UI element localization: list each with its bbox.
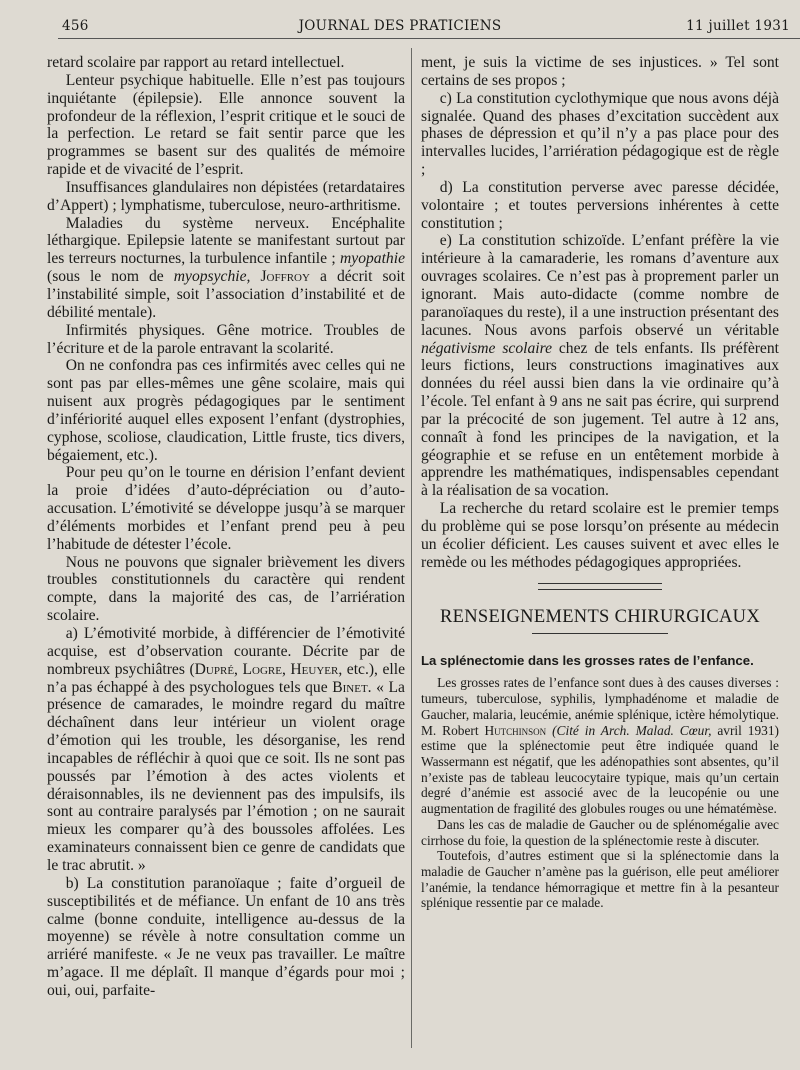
author-name: Logre	[242, 660, 282, 678]
citation: (Cité in Arch. Malad. Cœur,	[552, 722, 712, 738]
right-column	[421, 54, 779, 911]
paragraph: On ne confondra pas ces infirmités avec celles qui ne sont pas par elles-mêmes une gêne scolaire, mais qui nuisent aux progrès pédagogiques par le sentiment d’infériorité auquel elles exposent l’enfant (dystrophies, cyphose, scoliose, claudication, Little fruste, tics divers, bégaiement, etc.).	[47, 357, 405, 464]
paragraph: e) La constitution schizoïde. L’enfant préfère la vie intérieure à la camaraderie, les romans d’aventure aux ouvrages scolaires. Ce n’est pas à proprement parler un ignorant. Mais auto-didacte (comme nombre de paranoïaques du reste), il a une instruction présentant des lacunes. Nous avons parfois observé un véritable négativisme scolaire chez de tels enfants. Ils préfèrent leurs fictions, leurs constructions imaginatives aux données du réel aussi bien dans la vie ordinaire qu’à l’école. Tel enfant à 9 ans ne sait pas écrire, qui surprend par la précocité de son jugement. Tel autre à 12 ans, connaît à fond les principes de la navigation, et la géographie et se refuse en un entêtement morbide à apprendre les mathématiques, indispensables cependant à la réalisation de sa vocation.	[421, 232, 779, 500]
paragraph: Dans les cas de maladie de Gaucher ou de splénomégalie avec cirrhose du foie, la question de la splénectomie reste à discuter.	[421, 816, 779, 848]
article-subtitle: La splénectomie dans les grosses rates de l’enfance.	[421, 653, 754, 669]
journal-title: JOURNAL DES PRATICIENS	[298, 18, 502, 34]
paragraph: Maladies du système nerveux. Encéphalite léthargique. Epilepsie latente se manifestant surtout par les terreurs nocturnes, la turbulence infantile ; myopathie (sous le nom de myopsychie, Joffroy a décrit soit l’instabilité simple, soit l’association d’instabilité et de débilité mentale).	[47, 214, 405, 321]
author-name: Binet	[332, 678, 368, 696]
page-header	[0, 12, 800, 46]
paragraph: Infirmités physiques. Gêne motrice. Troubles de l’écriture et de la parole entravant la scolarité.	[47, 321, 405, 357]
paragraph: ment, je suis la victime de ses injustices. » Tel sont certains de ses propos ;	[421, 54, 779, 89]
paragraph: c) La constitution cyclothymique que nous avons déjà signalée. Quand des phases d’excitation succèdent aux phases de dépression et qu’il n’y a pas place pour des intervalles lucides, l’arriération pédagogique est de règle ;	[421, 89, 779, 179]
italic-term: myopathie	[340, 250, 405, 268]
column-divider	[411, 48, 412, 1048]
paragraph: Les grosses rates de l’enfance sont dues à des causes diverses : tumeurs, tuberculose, syphilis, lymphadénome et maladie de Gaucher, malaria, leucémie, anémie splénique, ictère hémolytique. M. Robert Hutchinson (Cité in Arch. Malad. Cœur, avril 1931) estime que la splénectomie peut être indiquée quand le Wassermann est négatif, que les adénopathies sont absentes, qu’il n’existe pas de tableau leucocytaire typique, mais qu’un certain degré d’anémie est associé avec de la leucopénie ou une augmentation de fragilité des globules rouges ou une hématémèse.	[421, 675, 779, 817]
author-name: Hutchinson	[484, 722, 547, 738]
issue-date: 11 juillet 1931	[686, 18, 790, 34]
paragraph: Insuffisances glandulaires non dépistées (retardataires d’Appert) ; lymphatisme, tuberculose, neuro-arthritisme.	[47, 178, 405, 214]
paragraph: La recherche du retard scolaire est le premier temps du problème qui se pose lorsqu’on présente au médecin un écolier déficient. Les causes suivent et avec elles le remède ou les méthodes pédagogiques appropriées.	[421, 500, 779, 571]
article-body	[421, 675, 779, 911]
left-column	[47, 54, 405, 1000]
section-rule	[532, 633, 668, 634]
double-rule	[538, 583, 662, 590]
paragraph: Toutefois, d’autres estiment que si la splénectomie dans la maladie de Gaucher n’amène pas la guérison, elle peut améliorer l’anémie, la tendance hémorragique et mettre fin à la pesanteur splénique ressentie par ce malade.	[421, 848, 779, 911]
author-name: Joffroy	[260, 268, 310, 286]
paragraph: retard scolaire par rapport au retard intellectuel.	[47, 54, 345, 71]
italic-term: négativisme scolaire	[421, 339, 553, 357]
page-number: 456	[62, 18, 89, 34]
section-title: RENSEIGNEMENTS CHIRURGICAUX	[439, 607, 761, 628]
header-rule	[58, 38, 800, 39]
author-name: Heuyer	[290, 660, 339, 678]
paragraph: b) La constitution paranoïaque ; faite d’orgueil de susceptibilités et de méfiance. Un enfant de 10 ans très calme (bonne conduite, intelligence au-dessus de la moyenne) se révèle à notre consultation comme un arriéré manifeste. « Je ne veux pas travailler. Le maître m’agace. Il me déplaît. Il manque d’égards pour moi ; oui, oui, parfaite-	[47, 874, 405, 999]
author-name: Dupré	[194, 660, 235, 678]
paragraph: Nous ne pouvons que signaler brièvement les divers troubles constitutionnels du caractère qui rendent compte, dans la majorité des cas, de l’arriération scolaire.	[47, 553, 405, 625]
paragraph: Lenteur psychique habituelle. Elle n’est pas toujours inquiétante (épilepsie). Elle annonce souvent la profondeur de la réflexion, l’esprit critique et le souci de la perfection. Le retard se fait sentir parce que les programmes se basent sur des qualités de mémoire rapide et de vivacité de l’esprit.	[47, 71, 405, 179]
paragraph: a) L’émotivité morbide, à différencier de l’émotivité acquise, est d’observation courante. Décrite par de nombreux psychiâtres (Dupré, Logre, Heuyer, etc.), elle n’a pas échappé à des psychologues tels que Binet. « La présence de camarades, le moindre regard du maître déchaînent dans leur intérieur un violent orage d’émotion qui les trouble, les désorganise, les rend incapables de réfléchir à quoi que ce soit. Ils ne sont pas poussés par l’émotion à des actes violents et déraisonnables, ils ne deviennent pas des impulsifs, ils sont au contraire paralysés par l’émotion ; on ne saurait mieux les comparer qu’à des boussoles affolées. Les examinateurs connaissent bien ce genre de candidats que le trac abrutit. »	[47, 625, 406, 874]
italic-term: myopsychie,	[173, 268, 251, 286]
paragraph: d) La constitution perverse avec paresse décidée, volontaire ; et toutes perversions inhérentes à cette constitution ;	[421, 178, 779, 232]
paragraph: Pour peu qu’on le tourne en dérision l’enfant devient la proie d’idées d’auto-dépréciation ou d’auto-accusation. L’émotivité se développe jusqu’à se marquer d’éléments morbides et l’enfant prend peu à peu l’habitude de détester l’école.	[47, 464, 405, 553]
